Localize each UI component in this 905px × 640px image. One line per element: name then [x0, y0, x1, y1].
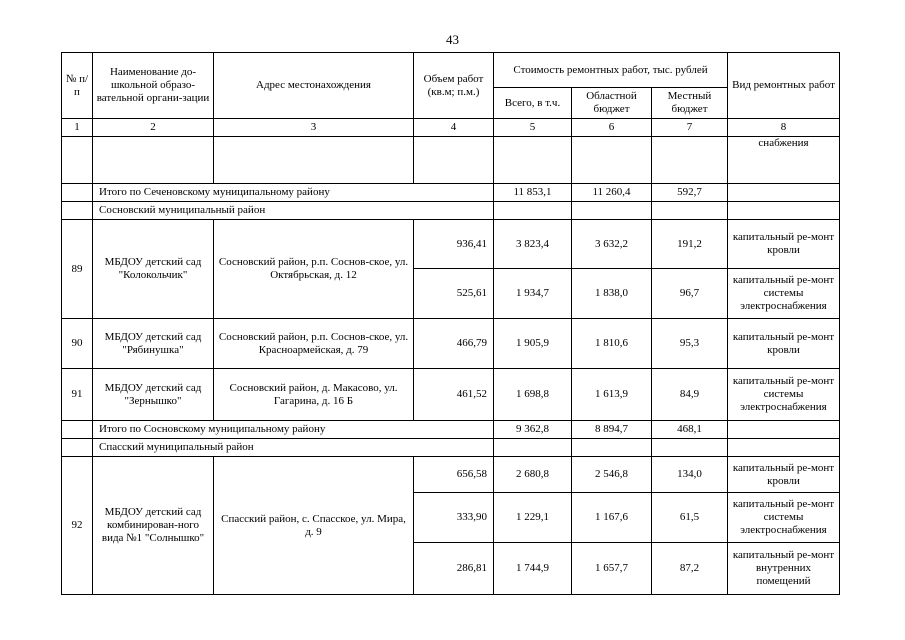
org-name: МБДОУ детский сад "Рябинушка" [93, 319, 214, 369]
header-total: Всего, в т.ч. [494, 88, 572, 119]
header-row-1 [62, 53, 840, 88]
cost-local: 84,9 [652, 369, 728, 421]
work-volume: 333,90 [414, 493, 494, 543]
col-number: 4 [414, 119, 494, 137]
subtotal-local: 468,1 [652, 421, 728, 439]
sosnovsky-total-row [62, 421, 840, 439]
cost-total: 3 823,4 [494, 220, 572, 269]
district-heading: Спасский муниципальный район [93, 439, 494, 457]
subtotal-total: 11 853,1 [494, 184, 572, 202]
work-volume: 936,41 [414, 220, 494, 269]
cost-regional: 1 167,6 [572, 493, 652, 543]
work-kind: капитальный ре-монт системы электроснабжения [728, 269, 840, 319]
cost-total: 1 934,7 [494, 269, 572, 319]
work-kind: капитальный ре-монт системы электроснабжения [728, 369, 840, 421]
row-num: 89 [62, 220, 93, 319]
cost-regional: 1 657,7 [572, 543, 652, 595]
cost-total: 1 229,1 [494, 493, 572, 543]
cost-regional: 3 632,2 [572, 220, 652, 269]
header-kind: Вид ремонтных работ [728, 53, 840, 119]
header-volume: Объем работ (кв.м; п.м.) [414, 53, 494, 119]
header-local: Местный бюджет [652, 88, 728, 119]
cost-regional: 1 810,6 [572, 319, 652, 369]
cost-regional: 1 838,0 [572, 269, 652, 319]
work-volume: 656,58 [414, 457, 494, 493]
header-num: № п/п [62, 53, 93, 119]
work-kind: капитальный ре-монт кровли [728, 220, 840, 269]
col-number: 8 [728, 119, 840, 137]
continued-row [62, 137, 840, 184]
subtotal-total: 9 362,8 [494, 421, 572, 439]
subtotal-label: Итого по Сосновскому муниципальному району [93, 421, 494, 439]
org-name: МБДОУ детский сад "Колокольчик" [93, 220, 214, 319]
cost-total: 2 680,8 [494, 457, 572, 493]
header-name: Наименование до-школьной образо-вательной органи-зации [93, 53, 214, 119]
work-volume: 466,79 [414, 319, 494, 369]
org-address: Сосновский район, д. Макасово, ул. Гагарина, д. 16 Б [214, 369, 414, 421]
col-number: 7 [652, 119, 728, 137]
org-name: МБДОУ детский сад "Зернышко" [93, 369, 214, 421]
col-number: 5 [494, 119, 572, 137]
continued-kind: снабжения [728, 137, 840, 184]
work-kind: капитальный ре-монт внутренних помещений [728, 543, 840, 595]
subtotal-local: 592,7 [652, 184, 728, 202]
cost-total: 1 698,8 [494, 369, 572, 421]
org-address: Сосновский район, р.п. Соснов-ское, ул. Красноармейская, д. 79 [214, 319, 414, 369]
cost-total: 1 744,9 [494, 543, 572, 595]
work-volume: 525,61 [414, 269, 494, 319]
sosnovsky-heading-row [62, 202, 840, 220]
table-row [62, 457, 840, 493]
col-number: 2 [93, 119, 214, 137]
row-num: 92 [62, 457, 93, 595]
district-heading: Сосновский муниципальный район [93, 202, 494, 220]
org-address: Спасский район, с. Спасское, ул. Мира, д. 9 [214, 457, 414, 595]
cost-local: 134,0 [652, 457, 728, 493]
cost-regional: 2 546,8 [572, 457, 652, 493]
row-num: 91 [62, 369, 93, 421]
subtotal-regional: 8 894,7 [572, 421, 652, 439]
work-kind: капитальный ре-монт системы электроснабжения [728, 493, 840, 543]
col-number: 6 [572, 119, 652, 137]
cost-local: 87,2 [652, 543, 728, 595]
work-volume: 461,52 [414, 369, 494, 421]
header-cost-group: Стоимость ремонтных работ, тыс. рублей [494, 53, 728, 88]
header-address: Адрес местонахождения [214, 53, 414, 119]
org-address: Сосновский район, р.п. Соснов-ское, ул. Октябрьская, д. 12 [214, 220, 414, 319]
repair-works-table [61, 52, 840, 595]
table-row [62, 319, 840, 369]
cost-local: 96,7 [652, 269, 728, 319]
cost-local: 61,5 [652, 493, 728, 543]
cost-total: 1 905,9 [494, 319, 572, 369]
work-kind: капитальный ре-монт кровли [728, 319, 840, 369]
spassky-heading-row [62, 439, 840, 457]
col-number: 3 [214, 119, 414, 137]
subtotal-label: Итого по Сеченовскому муниципальному району [93, 184, 494, 202]
work-volume: 286,81 [414, 543, 494, 595]
work-kind: капитальный ре-монт кровли [728, 457, 840, 493]
table-row [62, 369, 840, 421]
row-num: 90 [62, 319, 93, 369]
page-number: 43 [446, 32, 459, 47]
column-number-row [62, 119, 840, 137]
table-row [62, 220, 840, 269]
cost-local: 95,3 [652, 319, 728, 369]
cost-local: 191,2 [652, 220, 728, 269]
subtotal-regional: 11 260,4 [572, 184, 652, 202]
sechenovsky-total-row [62, 184, 840, 202]
org-name: МБДОУ детский сад комбинирован-ного вида №1 "Солнышко" [93, 457, 214, 595]
header-regional: Областной бюджет [572, 88, 652, 119]
cost-regional: 1 613,9 [572, 369, 652, 421]
col-number: 1 [62, 119, 93, 137]
